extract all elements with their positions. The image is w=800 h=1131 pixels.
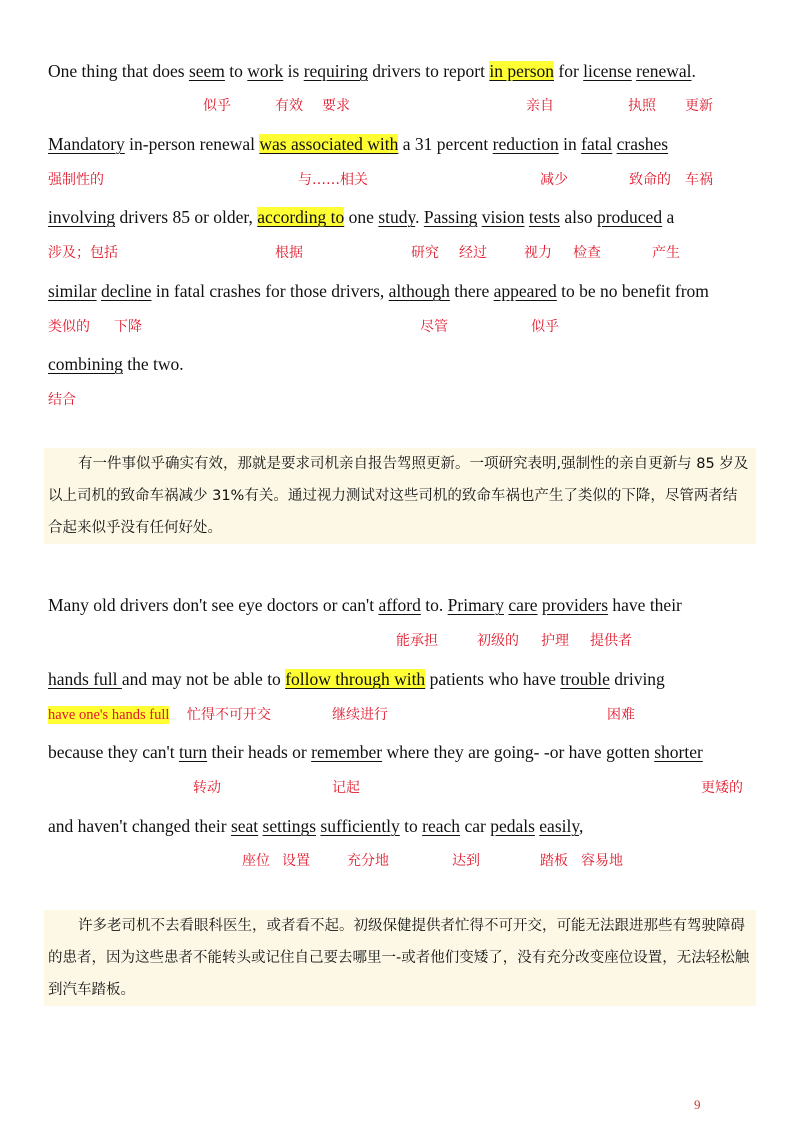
gloss: 更矮的 — [701, 780, 743, 796]
gloss: 能承担 — [396, 633, 438, 649]
english-line — [48, 668, 665, 690]
gloss: 更新 — [685, 98, 713, 114]
vocab-word: Mandatory — [48, 134, 125, 154]
english-line — [48, 815, 583, 837]
chinese-translation — [44, 448, 756, 544]
text: also — [560, 207, 597, 227]
gloss: 踏板 — [540, 853, 568, 869]
vocab-word: remember — [311, 742, 383, 762]
text: in-person renewal — [124, 134, 260, 154]
gloss: 记起 — [332, 780, 360, 796]
vocab-word: appeared — [493, 281, 557, 301]
text: where they are going- -or have gotten — [382, 742, 655, 762]
english-line — [48, 60, 696, 82]
english-line — [48, 594, 682, 616]
page-number: 9 — [694, 1097, 701, 1112]
vocab-word: involving — [48, 207, 116, 227]
highlighted-phrase: was associated with — [259, 134, 399, 154]
text: in fatal crashes for those drivers, — [151, 281, 389, 301]
text: One thing that does — [48, 61, 189, 81]
vocab-word: sufficiently — [320, 816, 400, 836]
text: . — [691, 61, 696, 81]
gloss: 与……相关 — [298, 172, 368, 188]
vocab-word: similar — [48, 281, 97, 301]
vocab-word: providers — [541, 595, 609, 615]
gloss: 似乎 — [203, 98, 231, 114]
text: to. — [420, 595, 448, 615]
vocab-word: trouble — [560, 669, 610, 689]
vocab-word: renewal — [636, 61, 692, 81]
vocab-word: combining — [48, 354, 123, 374]
text: one — [344, 207, 379, 227]
text: , — [578, 816, 584, 836]
chinese-translation — [44, 910, 756, 1006]
text: Many old drivers don't see eye doctors or can't — [48, 595, 379, 615]
gloss: 转动 — [193, 780, 221, 796]
gloss: 继续进行 — [332, 707, 388, 723]
vocab-word: easily — [539, 816, 579, 836]
text: driving — [609, 669, 665, 689]
vocab-word: afford — [378, 595, 421, 615]
gloss: 涉及；包括 — [48, 245, 118, 261]
vocab-word: requiring — [303, 61, 368, 81]
text: because they can't — [48, 742, 179, 762]
vocab-word: produced — [596, 207, 663, 227]
english-line — [48, 280, 709, 302]
english-line — [48, 133, 668, 155]
text: patients who have — [425, 669, 561, 689]
vocab-word: care — [508, 595, 538, 615]
gloss: 结合 — [48, 392, 76, 408]
gloss: 护理 — [541, 633, 569, 649]
vocab-word: shorter — [654, 742, 703, 762]
vocab-word: tests — [528, 207, 560, 227]
gloss: 致命的 — [629, 172, 671, 188]
text: to — [224, 61, 248, 81]
translation-text: 有一件事似乎确实有效，那就是要求司机亲自报告驾照更新。一项研究表明,强制性的亲自更新与 85 岁及以上司机的致命车祸减少 31%有关。通过视力测试对这些司机的致命车祸也产生了类似的下降，尽管两者结合起来似乎没有任何好处。 — [48, 456, 749, 536]
vocab-word: seat — [230, 816, 259, 836]
text: in — [558, 134, 582, 154]
text: is — [283, 61, 304, 81]
text: there — [449, 281, 494, 301]
vocab-word: license — [583, 61, 632, 81]
gloss: 强制性的 — [48, 172, 104, 188]
vocab-word: work — [247, 61, 284, 81]
text: and may not be able to — [121, 669, 286, 689]
gloss: 初级的 — [477, 633, 519, 649]
text: . — [415, 207, 424, 227]
gloss: 提供者 — [590, 633, 632, 649]
gloss: 视力 — [524, 245, 552, 261]
gloss: 要求 — [322, 98, 350, 114]
gloss: 有效 — [275, 98, 303, 114]
vocab-word: reduction — [492, 134, 559, 154]
gloss: 尽管 — [420, 319, 448, 335]
gloss: 亲自 — [526, 98, 554, 114]
vocab-word: study — [378, 207, 416, 227]
gloss: 根据 — [275, 245, 303, 261]
gloss: 经过 — [459, 245, 487, 261]
gloss: 车祸 — [685, 172, 713, 188]
gloss: 忙得不可开交 — [187, 707, 271, 723]
vocab-word: decline — [100, 281, 152, 301]
text: to — [399, 816, 423, 836]
english-line — [48, 206, 674, 228]
highlighted-phrase: in person — [489, 61, 555, 81]
gloss: 减少 — [540, 172, 568, 188]
text: a 31 percent — [398, 134, 493, 154]
gloss: 下降 — [114, 319, 142, 335]
text: the two. — [122, 354, 184, 374]
gloss: 似乎 — [531, 319, 559, 335]
text: to be no benefit from — [556, 281, 709, 301]
vocab-word: hands full — [48, 669, 122, 689]
vocab-word: although — [388, 281, 450, 301]
vocab-word: pedals — [490, 816, 535, 836]
vocab-word: settings — [262, 816, 317, 836]
highlighted-phrase: follow through with — [285, 669, 426, 689]
gloss: 检查 — [573, 245, 601, 261]
text: for — [554, 61, 584, 81]
gloss: 座位 — [242, 853, 270, 869]
vocab-word: turn — [178, 742, 208, 762]
gloss: 困难 — [607, 707, 635, 723]
vocab-word: Primary — [447, 595, 505, 615]
text: drivers 85 or older, — [115, 207, 258, 227]
translation-text: 许多老司机不去看眼科医生，或者看不起。初级保健提供者忙得不可开交，可能无法跟进那些有驾驶障碍的患者，因为这些患者不能转头或记住自己要去哪里一-或者他们变矮了，没有充分改变座位设置，无法轻松触到汽车踏板。 — [48, 918, 750, 998]
gloss: 充分地 — [347, 853, 389, 869]
vocab-word: crashes — [616, 134, 669, 154]
gloss: 产生 — [652, 245, 680, 261]
text: their heads or — [207, 742, 312, 762]
gloss: 达到 — [452, 853, 480, 869]
highlighted-phrase: according to — [257, 207, 345, 227]
vocab-word: vision — [481, 207, 525, 227]
text: have their — [608, 595, 682, 615]
vocab-word: fatal — [581, 134, 613, 154]
gloss: 容易地 — [581, 853, 623, 869]
text: car — [460, 816, 491, 836]
gloss: 设置 — [282, 853, 310, 869]
english-line — [48, 741, 703, 763]
gloss: 研究 — [411, 245, 439, 261]
gloss-phrase: have one's hands full — [48, 707, 170, 723]
text: a — [662, 207, 675, 227]
vocab-word: Passing — [423, 207, 478, 227]
vocab-word: reach — [422, 816, 461, 836]
gloss: 执照 — [628, 98, 656, 114]
vocab-word: seem — [188, 61, 225, 81]
text: drivers to report — [367, 61, 490, 81]
gloss: 类似的 — [48, 319, 90, 335]
english-line — [48, 353, 184, 375]
text: and haven't changed their — [48, 816, 231, 836]
